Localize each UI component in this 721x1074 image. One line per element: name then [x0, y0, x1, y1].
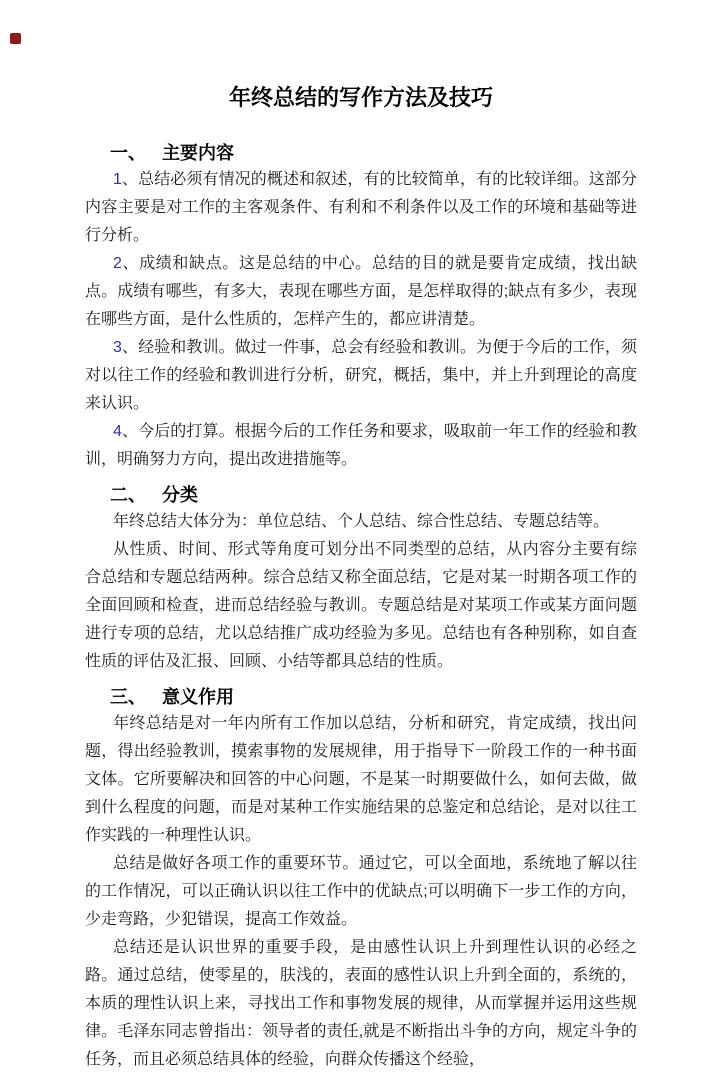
paragraph-text: 总结是做好各项工作的重要环节。通过它，可以全面地，系统地了解以往的工作情况，可以正确认识以往工作中的优缺点;可以明确下一步工作的方向，少走弯路，少犯错误，提高工作效益。: [85, 855, 637, 928]
paragraph-text: 年终总结大体分为：单位总结、个人总结、综合性总结、专题总结等。: [113, 513, 610, 530]
paragraph: [85, 934, 637, 1074]
page-title: 年终总结的写作方法及技巧: [228, 85, 493, 110]
paragraph-text: 年终总结是对一年内所有工作加以总结，分析和研究，肯定成绩，找出问题，得出经验教训，摸索事物的发展规律，用于指导下一阶段工作的一种书面文体。它所要解决和回答的中心问题，不是某一时期要做什么，如何去做，做到什么程度的问题，而是对某种工作实施结果的总鉴定和总结论，是对以往工作实践的一种理性认识。: [85, 715, 637, 844]
paragraph: [85, 710, 637, 850]
section-heading-label: 分类: [162, 485, 198, 505]
paragraph-number: 4: [113, 423, 122, 440]
paragraph-text: 、经验和教训。做过一件事，总会有经验和教训。为便于今后的工作，须对以往工作的经验和教训进行分析，研究，概括，集中，并上升到理论的高度来认识。: [85, 339, 637, 412]
paragraph: [85, 418, 637, 474]
paragraph-number: 3: [113, 339, 122, 356]
paragraph-number: 2: [113, 255, 122, 272]
paragraph: [85, 166, 637, 250]
paragraph: [85, 334, 637, 418]
paragraph: [85, 536, 637, 676]
section-number: 三、: [110, 687, 146, 707]
section-heading-2: [85, 482, 637, 508]
section-heading-label: 意义作用: [162, 687, 234, 707]
section-heading-3: [85, 684, 637, 710]
paragraph-text: 总结还是认识世界的重要手段，是由感性认识上升到理性认识的必经之路。通过总结，使零星的，肤浅的，表面的感性认识上升到全面的，系统的，本质的理性认识上来，寻找出工作和事物发展的规律，从而掌握并运用这些规律。毛泽东同志曾指出：领导者的责任,就是不断指出斗争的方向，规定斗争的任务，而且必须总结具体的经验，向群众传播这个经验，: [85, 939, 637, 1068]
section-number: 一、: [110, 143, 146, 163]
paragraph-number: 1: [113, 171, 122, 188]
paragraph-text: 、成绩和缺点。这是总结的中心。总结的目的就是要肯定成绩，找出缺点。成绩有哪些，有多大，表现在哪些方面，是怎样取得的;缺点有多少，表现在哪些方面，是什么性质的，怎样产生的，都应讲清楚。: [85, 255, 637, 328]
section-heading-label: 主要内容: [162, 143, 234, 163]
paragraph: [85, 508, 637, 536]
paragraph-text: 、今后的打算。根据今后的工作任务和要求，吸取前一年工作的经验和教训，明确努力方向，提出改进措施等。: [85, 423, 637, 468]
paragraph: [85, 250, 637, 334]
paragraph-text: 、总结必须有情况的概述和叙述，有的比较简单，有的比较详细。这部分内容主要是对工作的主客观条件、有利和不利条件以及工作的环境和基础等进行分析。: [85, 171, 637, 244]
section-number: 二、: [110, 485, 146, 505]
section-heading-1: [85, 140, 637, 166]
corner-mark: [10, 33, 21, 44]
paragraph-text: 从性质、时间、形式等角度可划分出不同类型的总结，从内容分主要有综合总结和专题总结两种。综合总结又称全面总结，它是对某一时期各项工作的全面回顾和检查，进而总结经验与教训。专题总结是对某项工作或某方面问题进行专项的总结，尤以总结推广成功经验为多见。总结也有各种别称，如自查性质的评估及汇报、回顾、小结等都具总结的性质。: [85, 541, 637, 670]
paragraph: [85, 850, 637, 934]
